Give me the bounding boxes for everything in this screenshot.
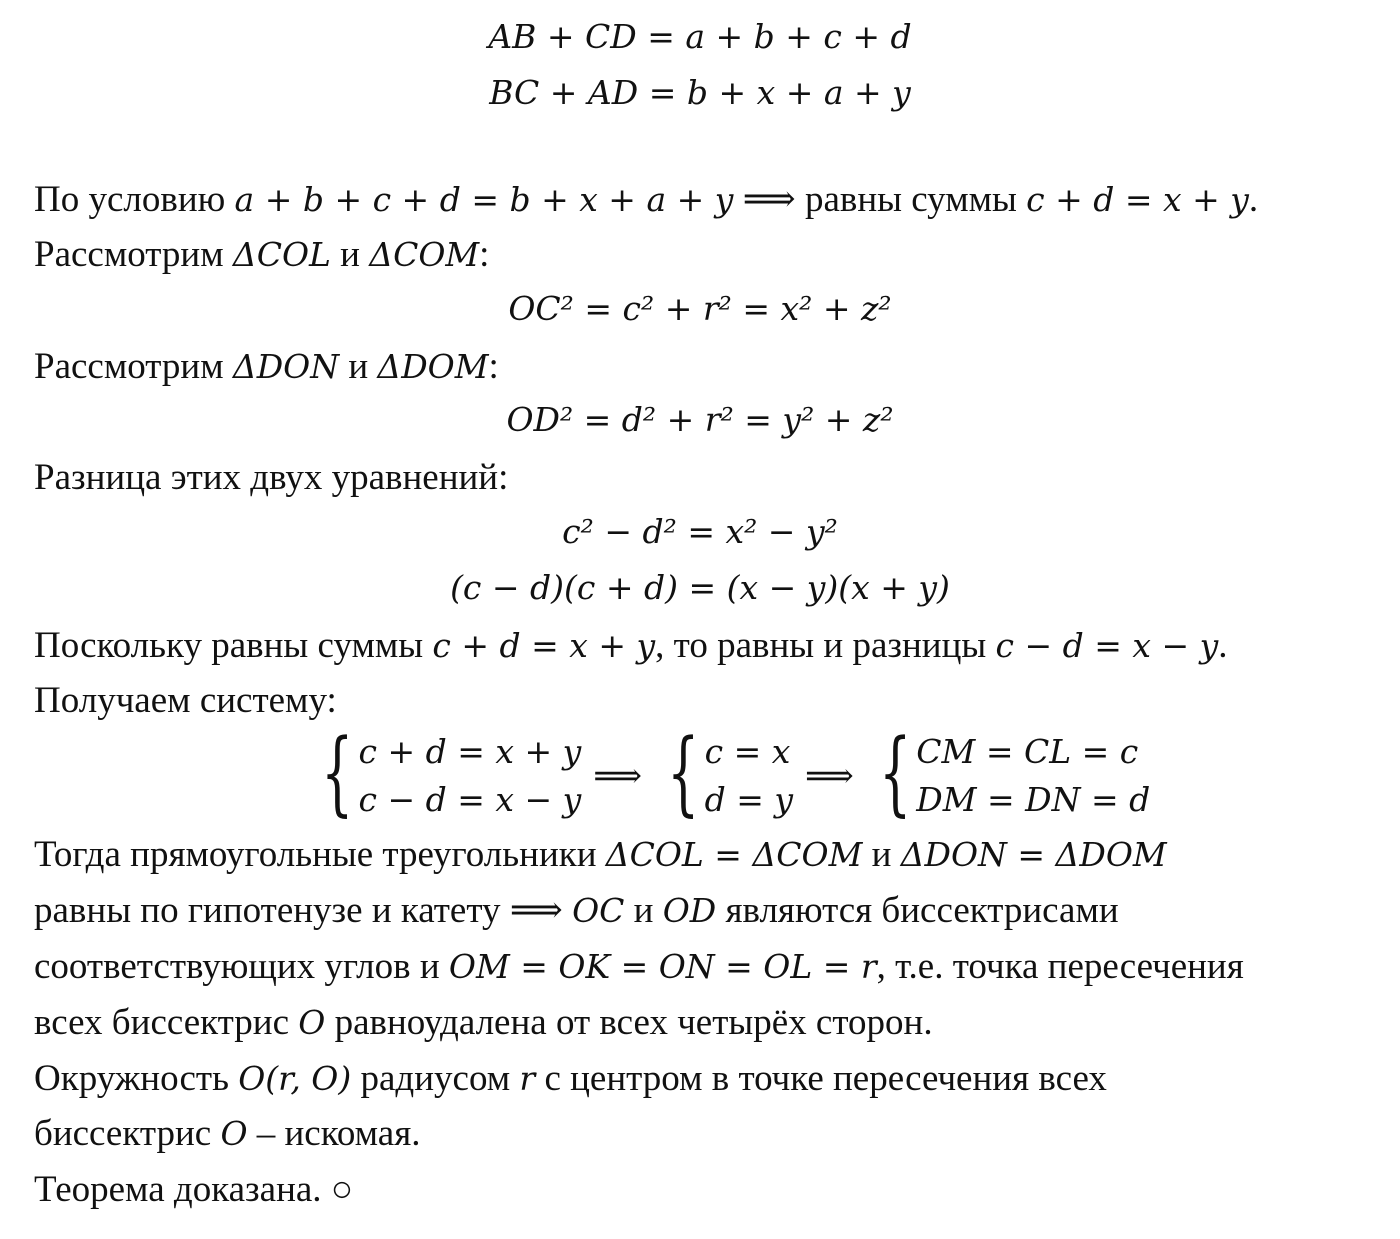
implies-arrow: ⟹ xyxy=(593,756,643,796)
paragraph-bisectors xyxy=(34,892,1119,929)
text: Тогда прямоугольные треугольники xyxy=(34,834,606,875)
text: соответствующих углов и xyxy=(34,946,449,987)
brace: { xyxy=(878,719,912,826)
equation-ab-cd: AB + CD = a + b + c + d xyxy=(488,17,912,56)
formula: c − d = x − y xyxy=(995,626,1219,665)
text: и xyxy=(862,834,901,875)
text: . xyxy=(1248,179,1259,220)
paragraph-circle xyxy=(34,1060,1107,1097)
formula: c + d = x + y xyxy=(432,626,656,665)
text: – искомая. xyxy=(247,1113,421,1154)
formula: ΔCOM xyxy=(369,235,480,274)
text: Поскольку равны суммы xyxy=(34,625,433,666)
text: и xyxy=(339,346,378,387)
paragraph-sought xyxy=(34,1115,420,1152)
formula: OD xyxy=(662,891,717,930)
text: Разница этих двух уравнений: xyxy=(34,457,509,498)
text: , т.е. точка пересечения xyxy=(876,946,1244,987)
formula: ΔDOM xyxy=(377,347,489,386)
formula: O(r, O) xyxy=(238,1059,352,1098)
paragraph-difference xyxy=(34,459,508,496)
text: Теорема доказана. ○ xyxy=(34,1169,354,1210)
text: , то равны и разницы xyxy=(655,625,996,666)
system-row: DM = DN = d xyxy=(916,780,1151,819)
formula: c + d = x + y xyxy=(1026,180,1249,219)
brace: { xyxy=(667,719,700,826)
text: По условию xyxy=(34,179,235,220)
implies-arrow: ⟹ xyxy=(805,756,854,796)
system-row: c − d = x − y xyxy=(358,780,582,819)
text: : xyxy=(479,234,490,275)
equation-od: OD² = d² + r² = y² + z² xyxy=(506,400,894,439)
text: равноудалена от всех четырёх сторон. xyxy=(325,1002,933,1043)
text: Получаем систему: xyxy=(34,680,337,721)
text: являются биссектрисами xyxy=(716,890,1119,931)
paragraph-get-system xyxy=(34,682,337,719)
text: Окружность xyxy=(34,1058,239,1099)
text: биссектрис xyxy=(34,1113,221,1154)
text: ⟹ равны суммы xyxy=(733,179,1027,220)
equation-difference-squares: c² − d² = x² − y² xyxy=(562,512,838,551)
formula: OM = OK = ON = OL = r xyxy=(448,947,877,986)
formula: r xyxy=(519,1059,536,1098)
system-row: d = y xyxy=(704,780,793,819)
paragraph-equidistant xyxy=(34,1004,933,1041)
text: и xyxy=(624,890,663,931)
text: радиусом xyxy=(351,1058,520,1099)
formula: O xyxy=(298,1003,326,1042)
equation-factored: (c − d)(c + d) = (x − y)(x + y) xyxy=(450,568,950,607)
paragraph-consider-col-com xyxy=(34,236,489,273)
system-row: c + d = x + y xyxy=(358,732,582,771)
formula: O xyxy=(220,1114,248,1153)
text: всех биссектрис xyxy=(34,1002,299,1043)
formula: ΔDON xyxy=(232,347,340,386)
equation-bc-ad: BC + AD = b + x + a + y xyxy=(489,73,911,112)
text: с центром в точке пересечения всех xyxy=(535,1058,1107,1099)
system-first xyxy=(308,719,582,826)
text: Рассмотрим xyxy=(34,234,233,275)
equation-system xyxy=(308,719,1151,826)
paragraph-since-sums-equal xyxy=(34,627,1228,664)
paragraph-triangles-equal xyxy=(34,836,1167,873)
formula: ΔCOL xyxy=(232,235,331,274)
formula: a + b + c + d = b + x + a + y xyxy=(234,180,734,219)
system-third xyxy=(866,719,1151,826)
system-row: CM = CL = c xyxy=(916,732,1139,771)
text: Рассмотрим xyxy=(34,346,233,387)
text: равны по гипотенузе и катету ⟹ xyxy=(34,890,573,931)
formula: ΔCOL = ΔCOM xyxy=(605,835,863,874)
paragraph-theorem-proved xyxy=(34,1171,353,1208)
paragraph-condition xyxy=(34,181,1258,218)
equation-oc: OC² = c² + r² = x² + z² xyxy=(508,289,892,328)
system-second xyxy=(654,719,793,826)
text: : xyxy=(488,346,499,387)
brace: { xyxy=(321,719,354,826)
text: . xyxy=(1218,625,1228,666)
formula: ΔDON = ΔDOM xyxy=(900,835,1167,874)
paragraph-consider-don-dom xyxy=(34,348,499,385)
paragraph-radii-equal xyxy=(34,948,1244,985)
text: и xyxy=(330,234,370,275)
formula: OC xyxy=(572,891,625,930)
system-row: c = x xyxy=(704,732,791,771)
